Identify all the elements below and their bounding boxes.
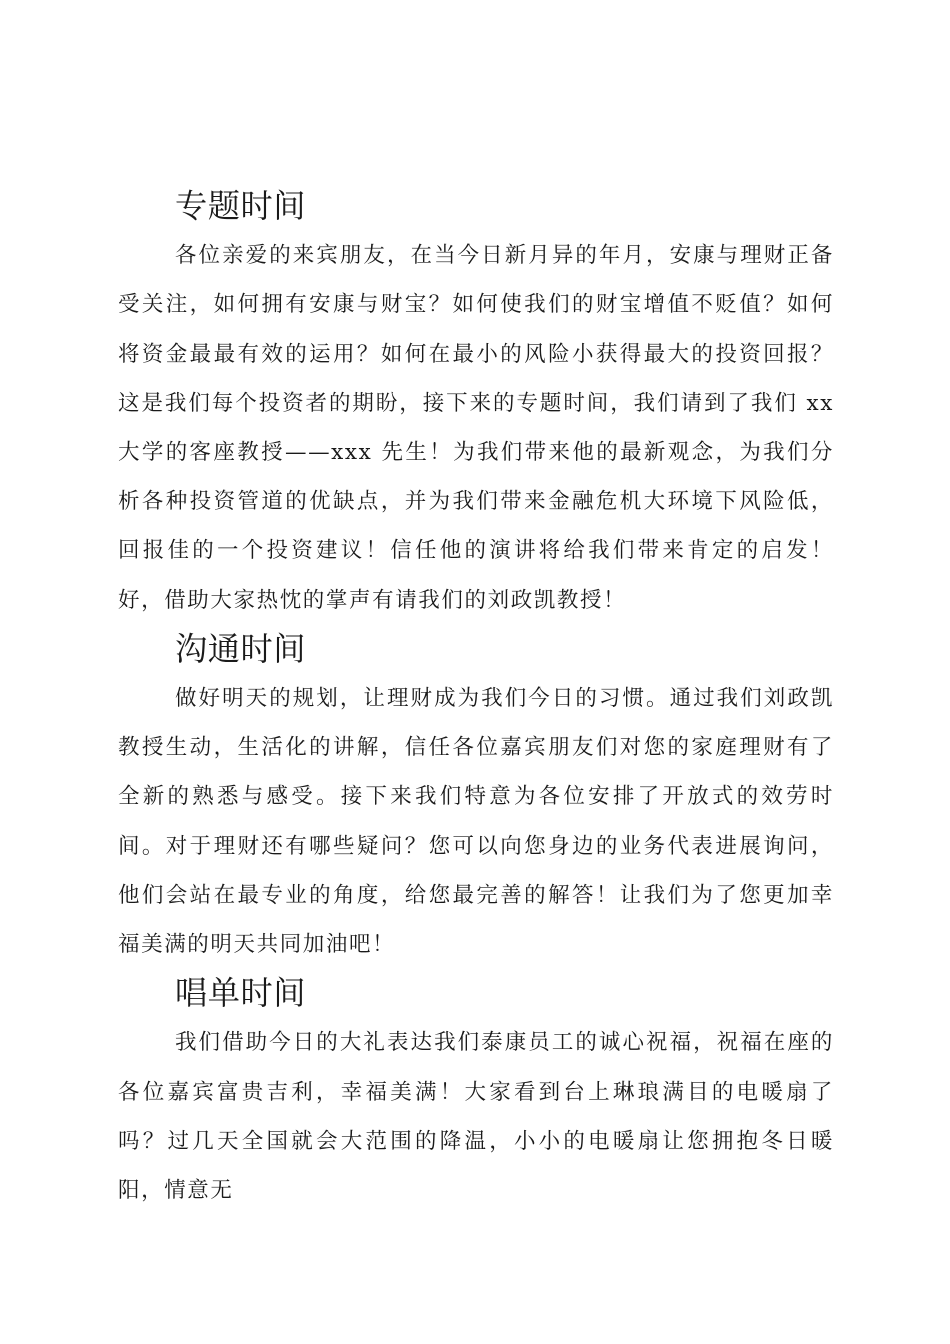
section-paragraph-topic-time: 各位亲爱的来宾朋友，在当今日新月异的年月，安康与理财正备受关注，如何拥有安康与财宝？如何使我们的财宝增值不贬值？如何将资金最最有效的运用？如何在最小的风险小获得最大的投资回报？这是我们每个投资者的期盼，接下来的专题时间，我们请到了我们 xx 大学的客座教授——xxx 先生！为我们带来他的最新观念，为我们分析各种投资管道的优缺点，并为我们带来金融危机大环境下风险低，回报佳的一个投资建议！信任他的演讲将给我们带来肯定的启发！好，借助大家热忱的掌声有请我们的刘政凯教授！ xyxy=(118,243,834,613)
document-body xyxy=(118,182,834,1215)
section-heading-communication-time: 沟通时间 xyxy=(175,629,306,668)
section-heading-topic-time: 专题时间 xyxy=(175,187,306,225)
section-paragraph-communication-time: 做好明天的规划，让理财成为我们今日的习惯。通过我们刘政凯教授生动，生活化的讲解，信任各位嘉宾朋友们对您的家庭理财有了全新的熟悉与感受。接下来我们特意为各位安排了开放式的效劳时间。对于理财还有哪些疑问？您可以向您身边的业务代表进展询问，他们会站在最专业的角度，给您最完善的解答！让我们为了您更加幸福美满的明天共同加油吧！ xyxy=(118,686,834,958)
section-heading-order-time: 唱单时间 xyxy=(175,974,306,1013)
section-paragraph-order-time: 我们借助今日的大礼表达我们泰康员工的诚心祝福，祝福在座的各位嘉宾富贵吉利，幸福美满！大家看到台上琳琅满目的电暖扇了吗？过几天全国就会大范围的降温，小小的电暖扇让您拥抱冬日暖阳，情意无 xyxy=(118,1030,834,1204)
